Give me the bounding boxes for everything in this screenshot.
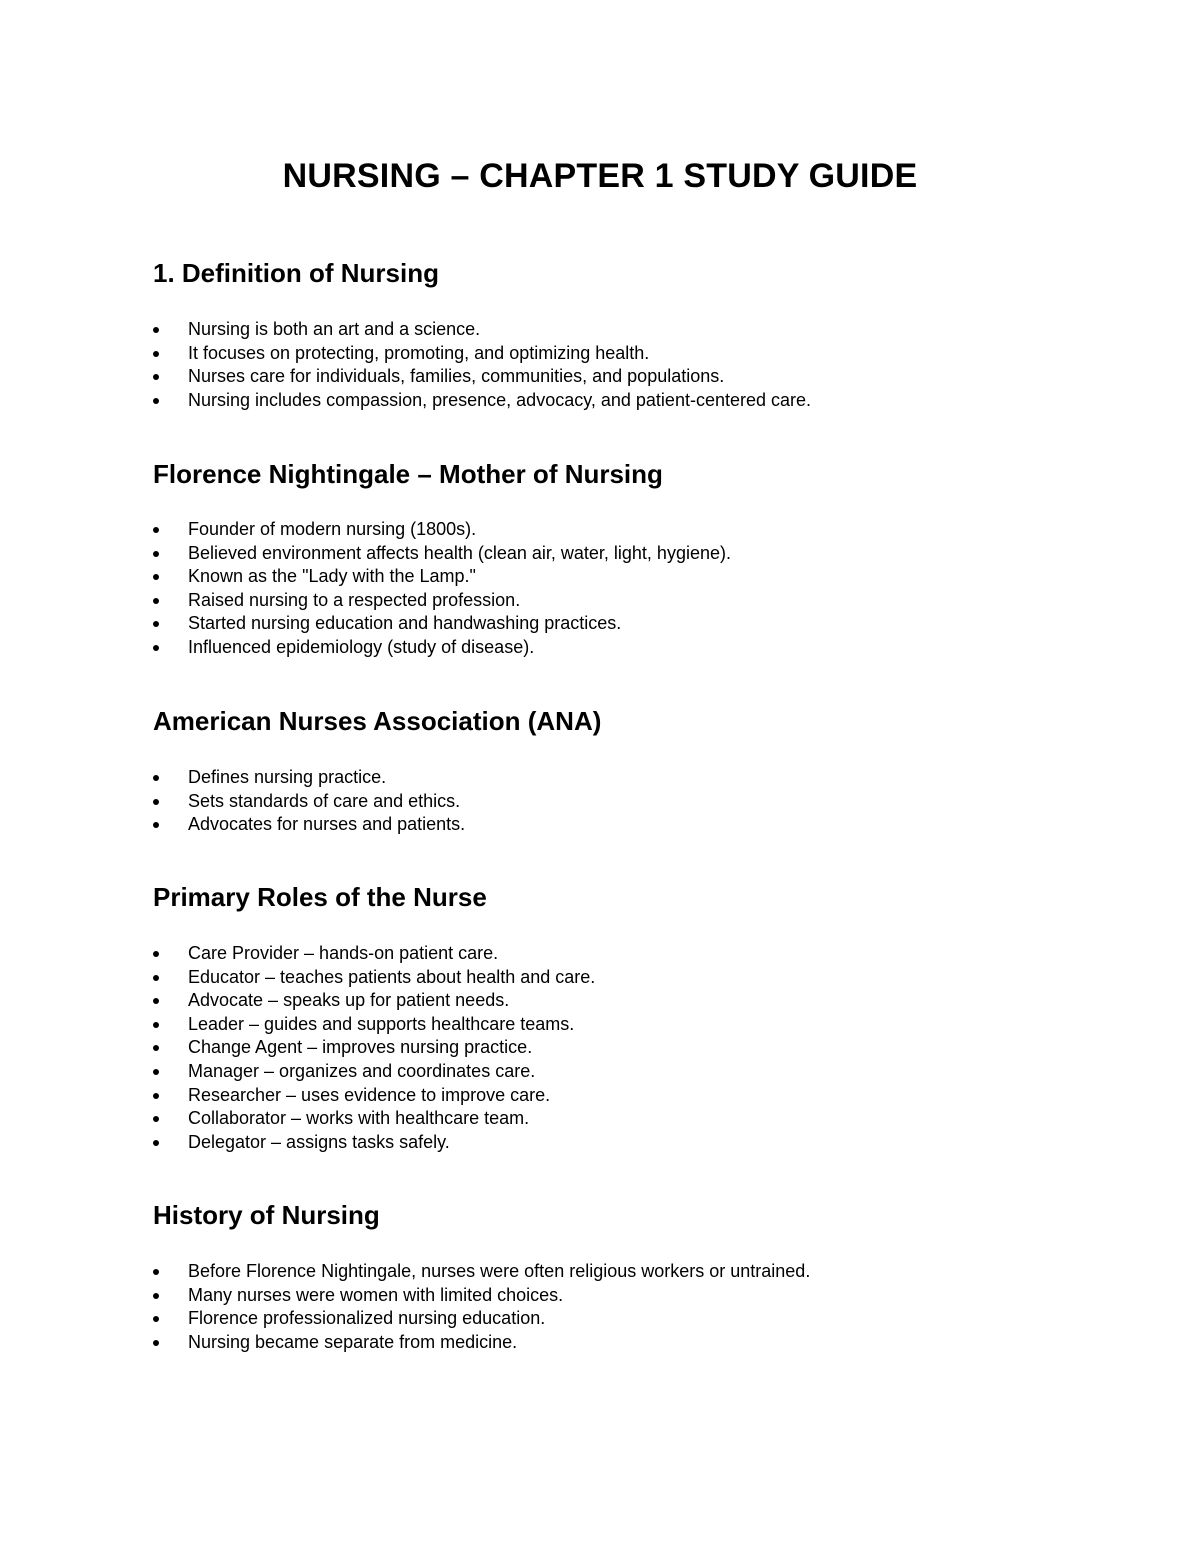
bullet-icon (153, 1293, 159, 1299)
section-heading-roles: Primary Roles of the Nurse (153, 882, 487, 912)
bullet-icon (153, 1069, 159, 1075)
list-item-text: Raised nursing to a respected profession. (188, 589, 521, 610)
list-item-text: Researcher – uses evidence to improve care. (188, 1084, 551, 1105)
bullet-icon (153, 374, 159, 380)
bullet-icon (153, 527, 159, 533)
section-heading-history: History of Nursing (153, 1200, 380, 1230)
page-title: NURSING – CHAPTER 1 STUDY GUIDE (282, 157, 918, 195)
bullet-icon (153, 775, 159, 781)
list-item-text: Nursing became separate from medicine. (188, 1331, 518, 1352)
bullet-icon (153, 1316, 159, 1322)
bullet-icon (153, 351, 159, 357)
list-item-text: Started nursing education and handwashing practices. (188, 613, 622, 634)
bullet-icon (153, 574, 159, 580)
bullet-icon (153, 799, 159, 805)
section-heading-definition: 1. Definition of Nursing (153, 258, 439, 288)
list-item-text: Collaborator – works with healthcare team. (188, 1108, 530, 1129)
bullet-icon (153, 551, 159, 557)
list-item-text: It focuses on protecting, promoting, and optimizing health. (188, 342, 650, 363)
bullet-icon (153, 645, 159, 651)
bullet-icon (153, 398, 159, 404)
list-item-text: Florence professionalized nursing education. (188, 1308, 546, 1329)
list-item-text: Nursing includes compassion, presence, advocacy, and patient-centered care. (188, 389, 812, 410)
bullet-icon (153, 1022, 159, 1028)
list-item-text: Founder of modern nursing (1800s). (188, 519, 477, 539)
bullet-icon (153, 1093, 159, 1099)
bullet-icon (153, 822, 159, 828)
list-item-text: Leader – guides and supports healthcare teams. (188, 1013, 575, 1034)
list-item-text: Many nurses were women with limited choices. (188, 1284, 564, 1305)
bullet-icon (153, 621, 159, 627)
list-item-text: Advocates for nurses and patients. (188, 814, 466, 835)
bullet-icon (153, 1116, 159, 1122)
list-item-text: Influenced epidemiology (study of disease). (188, 636, 535, 657)
list-item-text: Sets standards of care and ethics. (188, 790, 461, 811)
list-item-text: Known as the "Lady with the Lamp." (188, 566, 476, 587)
list-item-text: Advocate – speaks up for patient needs. (188, 990, 510, 1011)
bullet-icon (153, 1140, 159, 1146)
bullet-icon (153, 598, 159, 604)
list-item-text: Care Provider – hands-on patient care. (188, 943, 499, 963)
list-item-text: Nurses care for individuals, families, communities, and populations. (188, 366, 725, 387)
list-item-text: Change Agent – improves nursing practice. (188, 1037, 533, 1058)
list-item-text: Delegator – assigns tasks safely. (188, 1131, 450, 1152)
bullet-icon (153, 975, 159, 981)
list-item-text: Defines nursing practice. (188, 767, 387, 787)
bullet-icon (153, 1340, 159, 1346)
bullet-icon (153, 951, 159, 957)
bullet-icon (153, 1269, 159, 1275)
bullet-icon (153, 998, 159, 1004)
list-item-text: Believed environment affects health (clean air, water, light, hygiene). (188, 542, 731, 563)
list-item-text: Educator – teaches patients about health and care. (188, 966, 596, 987)
list-item-text: Before Florence Nightingale, nurses were often religious workers or untrained. (188, 1261, 811, 1281)
bullet-icon (153, 327, 159, 333)
section-heading-nightingale: Florence Nightingale – Mother of Nursing (153, 459, 663, 489)
list-item-text: Nursing is both an art and a science. (188, 319, 481, 339)
bullet-icon (153, 1045, 159, 1051)
list-item-text: Manager – organizes and coordinates care. (188, 1060, 536, 1081)
section-heading-ana: American Nurses Association (ANA) (153, 706, 602, 736)
